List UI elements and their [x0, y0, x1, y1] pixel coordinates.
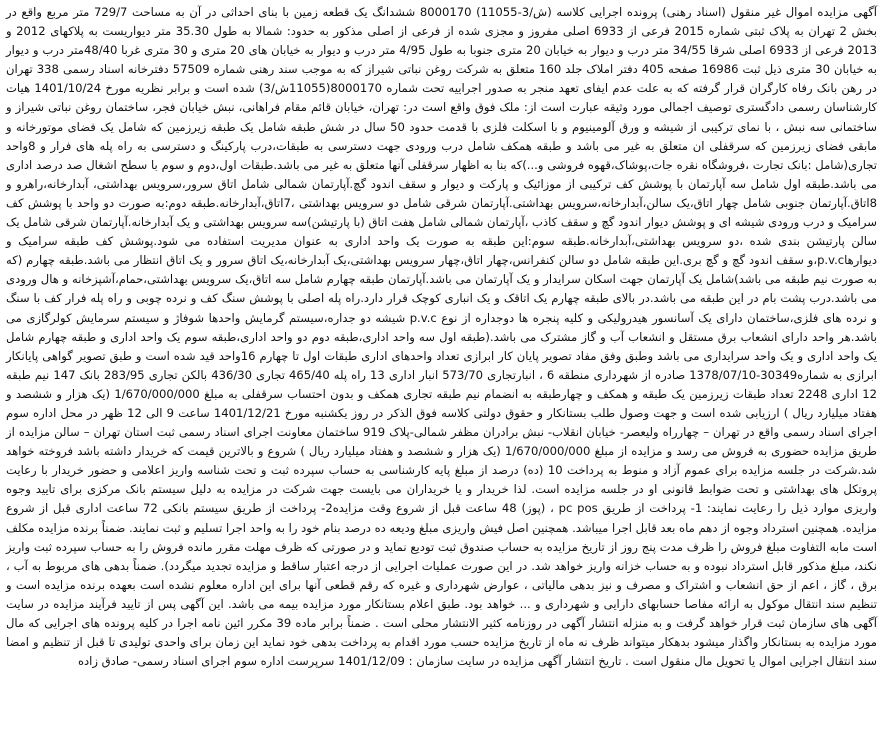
notice-signature: سرپرست اداره سوم اجرای اسناد رسمی- صادق زاده	[77, 654, 335, 669]
notice-body-text: آگهی مزایده اموال غیر منقول (اسناد رهنی) پرونده اجرایی کلاسه (ش/3-11055) 8000170 ششدانگ یک قطعه زمین با بنای احداثی در آن به مساحت 729/7 متر مربع واقع در بخش 2 تهران به پلاک ثبتی شماره 2015 فرعی از 6933 اصلی مفروز و مجزی شده از فرعی از اصلی مذکور به حدود: شمالا به طول 35.30 متر دیواریست به پلاکهای 2012 و 2013 فرعی از 6933 اصلی شرقا 34/55 متر درب و دیوار به خیابان 20 متری جنوبا به طول 4/95 متر درب و دیوار به خیابان های 20 متری و 30 متری غربا 48/40متر درب و دیوار به خیابان 30 متری ذیل ثبت 16986 صفحه 405 دفتر املاک جلد 160 متعلق به شرکت روغن نباتی شیراز که به موجب سند رهنی شماره 57509 دفترخانه اسناد رسمی 338 تهران در رهن بانک رفاه کارگران قرار گرفته که به علت عدم ایفای تعهد منجر به صدور اجراییه تحت شماره 8000170(11055ش/3) شده است و برابر نظریه مورخ 1401/10/24 هیات کارشناسان رسمی دادگستری توصیف اجمالی مورد وثیقه عبارت است از: ملک فوق واقع است در: تهران، خیابان قائم مقام فراهانی، نبش خیابان فجر، ساختمان روغن نباتی شیراز و ساختمانی سه نبش ، با نمای ترکیبی از شیشه و ورق آلومینیوم و با اسکلت فلزی با قدمت حدود 50 سال در شش طبقه شامل یک طبقه زیرزمین که شامل یک فضای موتورخانه و مابقی فضای زیرزمین که سرقفلی ان متعلق به غیر می باشد و طبقه همکف شامل درب ورودی جهت دسترسی به طبقات،درب پارکینگ و دسترسی به راه پله های فرار و 8واحد تجاری(شامل :بانک تجارت ،فروشگاه نقره جات،پوشاک،قهوه فروشی و...)که بنا به اظهار سرقفلی آنها متعلق به غیر می باشد.طبقات اول،دوم و سوم با سطح اشغال صد درصد اداری می باشد.طبقه اول شامل سه آپارتمان با پوشش کف ترکیبی از موزائیک و پارکت و دیوار و سقف اندود گچ.آپارتمان شمالی شامل اتاق سرور،سرویس بهداشتی، آبدارخانه،راهرو و 8اتاق.آپارتمان جنوبی شامل چهار اتاق،یک سالن،آبدارخانه،سرویس بهداشتی.آپارتمان شرقی شامل دو سرویس بهداشتی ،7اتاق،آبدارخانه.طبقه دوم:به صورت دو واحد با پوشش کف سرامیک و درب ورودی شیشه ای و پوشش دیوار اندود گچ و سقف کاذب ،آپارتمان شمالی شامل هفت اتاق (با پارتیشن)سه سرویس بهداشتی و یک آبدارخانه.آپارتمان شرقی شامل یک سالن پارتیشن بندی شده ،دو سرویس بهداشتی،آبدارخانه.طبقه سوم:این طبقه به صورت یک واحد اداری به عنوان مدیریت استفاده می شود.پوشش کف طبقه سرامیک و دیوارهاp.v.c،و سقف اندود گچ و گچ بری.این طبقه شامل دو سالن کنفرانس،چهار اتاق،چهار سرویس بهداشتی،یک آبدارخانه،یک اتاق سرور و یک اتاق انتظار می باشد.طبقه چهارم (که به صورت نیم طبقه می باشد)شامل یک آپارتمان جهت اسکان سرایدار و یک آپارتمان می باشد.آپارتمان طبقه چهارم شامل سه اتاق،یک سرویس بهداشتی،حمام،آشپزخانه و هال ورودی می باشد.درب پشت بام در این طبقه می باشد.در بالای طبقه چهارم یک اتاقک و یک انباری کوچک قرار دارد.راه پله اصلی با پوشش سنگ کف و نرده چوبی و راه پله فرار کف با سنگ و نرده های فلزی،ساختمان دارای یک آسانسور هیدرولیکی و کلیه پنجره ها دوجداره از نوع p.v.c شیشه دو جداره،سیستم گرمایش واحدها شوفاژ و سیستم سرمایش کولرگازی می باشد.هر واحد دارای انشعاب برق مستقل و انشعاب آب و گاز مشترک می باشد.(طبقه اول سه واحد اداری،طبقه دوم دو واحد اداری،طبقه سوم یک واحد اداری و طبقه چهارم شامل یک واحد اداری و یک واحد سرایداری می باشد وطبق وفق مفاد تصویر پایان کار ابرازی تعداد واحدهای اداری طبقات اول تا چهارم 16واحد قید شده است و طبق تصویر گواهی پایانکار ابرازی به شماره30349-1378/07/10 صادره از شهرداری منطقه 6 ، انبارتجاری 573/70 انبار اداری 13 راه پله 465/40 تجاری 436/30 بالکن تجاری 283/95 بانک 147 نیم طبقه 12 اداری 2248 تعداد طبقات زیرزمین یک طبقه و همکف و چهارطبقه به انضمام نیم طبقه تجاری همکف و بدون احتساب سرقفلی به مبلغ 1/670/000/000 (یک هزار و ششصد و هفتاد میلیارد ریال ) ارزیابی شده است و جهت وصول طلب بستانکار و حقوق دولتی کلاسه فوق الذکر در روز یکشنبه مورخ 1401/12/21 ساعت 9 الی 12 ظهر در محل اداره سوم اجرای اسناد رسمی واقع در تهران – چهارراه ولیعصر- خیابان انقلاب- نبش برادران مظفر شمالی-پلاک 919 ساختمان معاونت اجرای اسناد رسمی ثبت استان تهران – سالن مزایده از طریق مزایده حضوری به فروش می رسد و مزایده از مبلغ 1/670/000/000 (یک هزار و ششصد و هفتاد میلیارد ریال ) شروع و بالاترین قیمت که خریدار داشته باشد فروخته خواهد شد.شرکت در جلسه مزایده برای عموم آزاد و منوط به پرداخت 10 (ده) درصد از مبلغ پایه کارشناسی به حساب سپرده ثبت و تحت شناسه واریز اعلامی و حضور خریدار با رعایت پروتکل های بهداشتی و تحت ضوابط قانونی او در جلسه مزایده است. لذا خریدار و یا خریداران می بایست جهت شرکت در مزایده به دلیل سیستم بانک مرکزی برای تایید وجوه واریزی موارد ذیل را رعایت نمایند: 1- پرداخت از طریق pc pos ، (پوز) 48 ساعت قبل از شروع وقت مزایده2- پرداخت از طریق سیستم بانکی 72 ساعت اداری قبل از شروع مزایده. همچنین استرداد وجوه از دهم ماه بعد قابل اجرا میباشد. همچنین اصل فیش واریزی مبلغ ودیعه ده درصد بنام خود را به واحد اجرا تسلیم و ثبت نمایند. ضمناً برنده مزایده مکلف است مابه التفاوت مبلغ فروش را ظرف مدت پنج روز از تاریخ مزایده به حساب صندوق ثبت تودیع نماید و در صورتی که ظرف مهلت مقرر مانده فروش را به حساب سپرده ثبت واریز نکند، مبلغ مذکور قابل استرداد نبوده و به حساب خزانه واریز خواهد شد. در این صورت عملیات اجرایی از درجه اعتبار ساقط و مزایده تجدید میگردد). ضمناً بدهی های مربوط به آب ، برق ، گاز ، اعم از حق انشعاب و اشتراک و مصرف و نیز بدهی مالیاتی ، عوارض شهرداری و غیره که رقم قطعی آنها برای این اداره معلوم نشده است بعهده برنده مزایده است و تنظیم سند انتقال موکول به ارائه مفاصا حسابهای دارایی و شهرداری و ... خواهد بود. طبق اعلام بستانکار مورد مزایده بیمه می باشد. این آگهی پس از تایید فرآیند مزایده در سایت آگهی های سازمان ثبت قرار خواهد گرفت و به منزله انتشار آگهی در روزنامه کثیر الانتشار محلی است . ضمناً برابر ماده 39 مکرر ائین نامه اجرا در کلیه پرونده های اجرایی که مال مورد مزایده به بستانکار واگذار میشود بدهکار میتواند ظرف نه ماه از تاریخ مزایده حسب مورد اقدام به پرداخت بدهی خود نماید این زمان برای واحدی تولیدی تا قبل از تنظیم و امضا سند انتقال اجرایی اموال یا تحویل مال منقول است . تاریخ انتشار آگهی مزایده در سایت سازمان : 1401/12/09	[6, 5, 878, 669]
auction-notice-text	[6, 3, 877, 671]
